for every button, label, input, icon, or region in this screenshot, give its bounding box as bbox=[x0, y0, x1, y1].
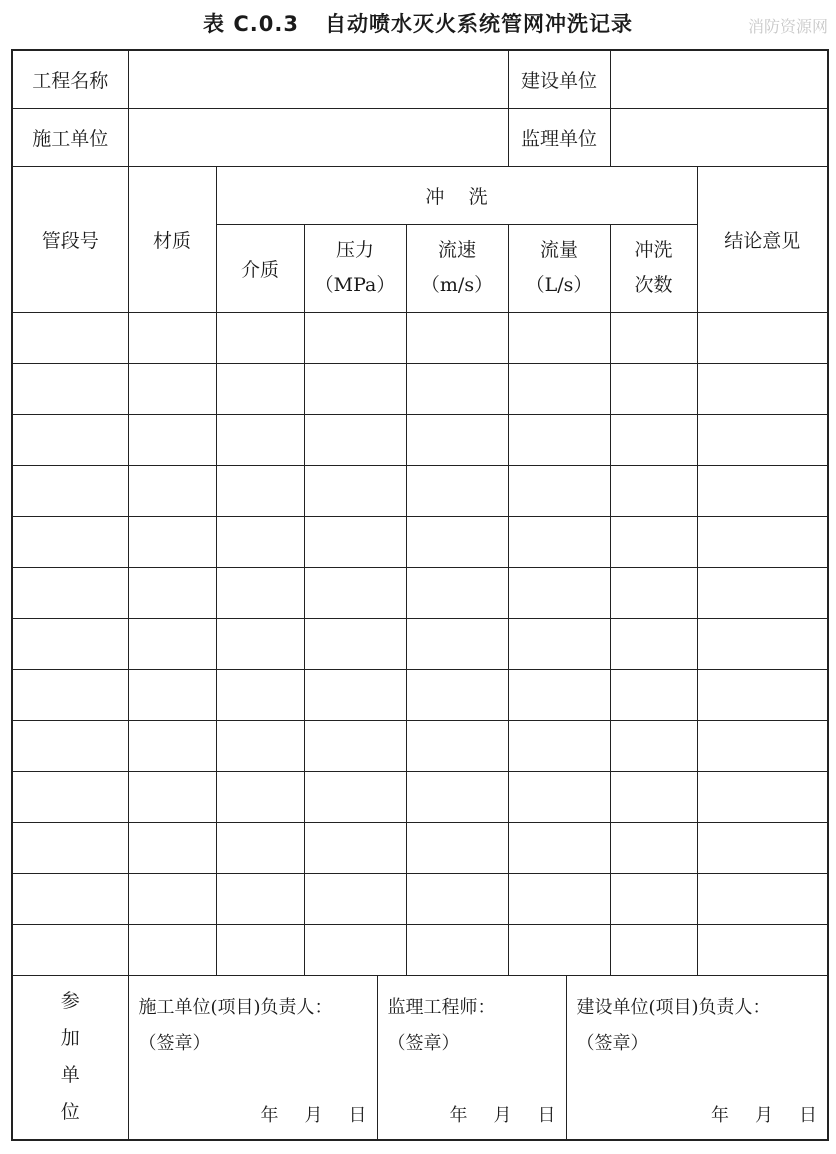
table-cell[interactable] bbox=[216, 567, 304, 618]
table-cell[interactable] bbox=[406, 312, 508, 363]
supervisor-sign-label: 监理工程师： bbox=[387, 996, 496, 1018]
project-name-field[interactable] bbox=[128, 50, 508, 108]
table-number: 表 C.0.3 bbox=[203, 12, 299, 36]
table-cell[interactable] bbox=[697, 771, 828, 822]
times-label-1: 冲洗 bbox=[634, 239, 673, 261]
table-row bbox=[12, 312, 828, 363]
table-cell[interactable] bbox=[12, 720, 128, 771]
owner-seal-label: （签章） bbox=[576, 1032, 649, 1054]
table-row bbox=[12, 720, 828, 771]
table-cell[interactable] bbox=[216, 414, 304, 465]
segment-header: 管段号 bbox=[12, 166, 128, 312]
table-cell[interactable] bbox=[697, 414, 828, 465]
participants-char: 加 bbox=[60, 1027, 80, 1049]
participants-char: 位 bbox=[60, 1101, 80, 1123]
table-cell[interactable] bbox=[406, 822, 508, 873]
table-cell[interactable] bbox=[128, 516, 216, 567]
table-row bbox=[12, 924, 828, 975]
table-cell[interactable] bbox=[697, 567, 828, 618]
table-cell[interactable] bbox=[216, 465, 304, 516]
builder-unit-field[interactable] bbox=[128, 108, 508, 166]
table-cell[interactable] bbox=[610, 822, 697, 873]
table-cell[interactable] bbox=[508, 720, 610, 771]
table-cell[interactable] bbox=[304, 924, 406, 975]
builder-date: 年 月 日 bbox=[260, 1104, 367, 1126]
table-cell[interactable] bbox=[128, 720, 216, 771]
flush-group-header bbox=[216, 166, 697, 224]
table-cell[interactable] bbox=[610, 567, 697, 618]
table-cell[interactable] bbox=[610, 924, 697, 975]
supervisor-seal-label: （签章） bbox=[387, 1032, 460, 1054]
table-cell[interactable] bbox=[697, 465, 828, 516]
table-row bbox=[12, 567, 828, 618]
table-row bbox=[12, 669, 828, 720]
table-cell[interactable] bbox=[406, 414, 508, 465]
table-row bbox=[12, 465, 828, 516]
participants-label bbox=[12, 975, 128, 1140]
material-header: 材质 bbox=[128, 166, 216, 312]
table-row bbox=[12, 822, 828, 873]
table-cell[interactable] bbox=[304, 822, 406, 873]
table-title: 自动喷水灭火系统管网冲洗记录 bbox=[324, 12, 633, 36]
table-cell[interactable] bbox=[128, 465, 216, 516]
table-cell[interactable] bbox=[304, 363, 406, 414]
table-cell[interactable] bbox=[128, 924, 216, 975]
table-cell[interactable] bbox=[216, 618, 304, 669]
project-name-label: 工程名称 bbox=[12, 50, 128, 108]
table-cell[interactable] bbox=[508, 414, 610, 465]
table-cell[interactable] bbox=[610, 465, 697, 516]
table-cell[interactable] bbox=[406, 363, 508, 414]
pressure-label: 压力 bbox=[335, 239, 374, 261]
table-cell[interactable] bbox=[610, 312, 697, 363]
table-cell[interactable] bbox=[697, 924, 828, 975]
flush-group-label: 冲 洗 bbox=[425, 185, 488, 208]
flow-unit: （L/s） bbox=[525, 274, 593, 296]
table-row bbox=[12, 873, 828, 924]
table-cell[interactable] bbox=[406, 924, 508, 975]
table-cell[interactable] bbox=[508, 669, 610, 720]
page-title bbox=[0, 8, 836, 38]
table-cell[interactable] bbox=[12, 312, 128, 363]
table-cell[interactable] bbox=[610, 771, 697, 822]
table-cell[interactable] bbox=[508, 924, 610, 975]
table-cell[interactable] bbox=[610, 669, 697, 720]
table-cell[interactable] bbox=[304, 618, 406, 669]
table-cell[interactable] bbox=[12, 924, 128, 975]
table-cell[interactable] bbox=[128, 414, 216, 465]
table-cell[interactable] bbox=[128, 822, 216, 873]
table-cell[interactable] bbox=[304, 312, 406, 363]
table-cell[interactable] bbox=[406, 567, 508, 618]
supervisor-sign-cell[interactable] bbox=[378, 976, 567, 1139]
table-cell[interactable] bbox=[508, 516, 610, 567]
owner-sign-label: 建设单位(项目)负责人： bbox=[576, 996, 771, 1018]
flow-header bbox=[508, 224, 610, 312]
table-cell[interactable] bbox=[508, 873, 610, 924]
table-cell[interactable] bbox=[12, 771, 128, 822]
table-row bbox=[12, 771, 828, 822]
table-cell[interactable] bbox=[697, 720, 828, 771]
table-cell[interactable] bbox=[128, 771, 216, 822]
supervision-unit-field[interactable] bbox=[610, 108, 828, 166]
table-cell[interactable] bbox=[406, 618, 508, 669]
table-cell[interactable] bbox=[508, 465, 610, 516]
table-row bbox=[12, 516, 828, 567]
participants-char: 单 bbox=[60, 1064, 80, 1086]
table-cell[interactable] bbox=[128, 363, 216, 414]
table-row bbox=[12, 414, 828, 465]
owner-sign-cell[interactable] bbox=[567, 976, 828, 1139]
table-cell[interactable] bbox=[12, 873, 128, 924]
table-cell[interactable] bbox=[610, 414, 697, 465]
table-cell[interactable] bbox=[216, 669, 304, 720]
table-cell[interactable] bbox=[128, 312, 216, 363]
velocity-unit: （m/s） bbox=[420, 274, 494, 296]
table-cell[interactable] bbox=[406, 720, 508, 771]
table-cell[interactable] bbox=[12, 618, 128, 669]
table-cell[interactable] bbox=[508, 567, 610, 618]
table-cell[interactable] bbox=[12, 669, 128, 720]
table-cell[interactable] bbox=[304, 771, 406, 822]
builder-seal-label: （签章） bbox=[138, 1032, 211, 1054]
table-cell[interactable] bbox=[610, 873, 697, 924]
pressure-header bbox=[304, 224, 406, 312]
builder-sign-cell[interactable] bbox=[129, 976, 378, 1139]
table-cell[interactable] bbox=[12, 465, 128, 516]
table-cell[interactable] bbox=[216, 312, 304, 363]
conclusion-header: 结论意见 bbox=[697, 166, 828, 312]
table-cell[interactable] bbox=[697, 669, 828, 720]
table-cell[interactable] bbox=[216, 720, 304, 771]
table-cell[interactable] bbox=[216, 771, 304, 822]
table-cell[interactable] bbox=[406, 465, 508, 516]
table-cell[interactable] bbox=[304, 465, 406, 516]
supervisor-date: 年 月 日 bbox=[449, 1104, 556, 1126]
table-cell[interactable] bbox=[128, 618, 216, 669]
table-cell[interactable] bbox=[12, 822, 128, 873]
table-cell[interactable] bbox=[12, 567, 128, 618]
table-cell[interactable] bbox=[304, 873, 406, 924]
table-cell[interactable] bbox=[697, 618, 828, 669]
table-cell[interactable] bbox=[12, 414, 128, 465]
table-cell[interactable] bbox=[216, 516, 304, 567]
velocity-label: 流速 bbox=[437, 239, 476, 261]
flush-record-table bbox=[11, 49, 829, 1141]
table-row bbox=[12, 618, 828, 669]
table-row bbox=[12, 363, 828, 414]
builder-unit-label: 施工单位 bbox=[12, 108, 128, 166]
pressure-unit: （MPa） bbox=[314, 274, 396, 296]
table-cell[interactable] bbox=[406, 516, 508, 567]
times-header bbox=[610, 224, 697, 312]
construction-unit-field[interactable] bbox=[610, 50, 828, 108]
watermark: 消防资源网 bbox=[747, 17, 828, 36]
table-cell[interactable] bbox=[304, 414, 406, 465]
table-cell[interactable] bbox=[304, 567, 406, 618]
table-cell[interactable] bbox=[508, 771, 610, 822]
participants-char: 参 bbox=[60, 990, 80, 1012]
table-cell[interactable] bbox=[12, 363, 128, 414]
table-cell[interactable] bbox=[610, 363, 697, 414]
table-cell[interactable] bbox=[610, 516, 697, 567]
table-cell[interactable] bbox=[216, 363, 304, 414]
table-cell[interactable] bbox=[697, 312, 828, 363]
table-cell[interactable] bbox=[406, 771, 508, 822]
table-cell[interactable] bbox=[610, 720, 697, 771]
flow-label: 流量 bbox=[539, 239, 578, 261]
table-cell[interactable] bbox=[610, 618, 697, 669]
table-cell[interactable] bbox=[216, 873, 304, 924]
medium-header: 介质 bbox=[216, 224, 304, 312]
owner-date: 年 月 日 bbox=[711, 1104, 817, 1126]
table-cell[interactable] bbox=[128, 669, 216, 720]
table-cell[interactable] bbox=[406, 873, 508, 924]
table-cell[interactable] bbox=[508, 618, 610, 669]
table-cell[interactable] bbox=[216, 822, 304, 873]
table-cell[interactable] bbox=[508, 822, 610, 873]
supervision-unit-label: 监理单位 bbox=[508, 108, 610, 166]
times-label-2: 次数 bbox=[634, 274, 673, 296]
velocity-header bbox=[406, 224, 508, 312]
construction-unit-label: 建设单位 bbox=[508, 50, 610, 108]
table-cell[interactable] bbox=[406, 669, 508, 720]
table-cell[interactable] bbox=[697, 873, 828, 924]
builder-sign-label: 施工单位(项目)负责人： bbox=[138, 996, 333, 1018]
table-cell[interactable] bbox=[304, 720, 406, 771]
table-cell[interactable] bbox=[304, 516, 406, 567]
table-cell[interactable] bbox=[216, 924, 304, 975]
table-cell[interactable] bbox=[508, 363, 610, 414]
table-cell[interactable] bbox=[304, 669, 406, 720]
table-cell[interactable] bbox=[697, 363, 828, 414]
table-cell[interactable] bbox=[697, 516, 828, 567]
table-cell[interactable] bbox=[508, 312, 610, 363]
table-cell[interactable] bbox=[128, 567, 216, 618]
table-cell[interactable] bbox=[12, 516, 128, 567]
table-cell[interactable] bbox=[697, 822, 828, 873]
table-cell[interactable] bbox=[128, 873, 216, 924]
